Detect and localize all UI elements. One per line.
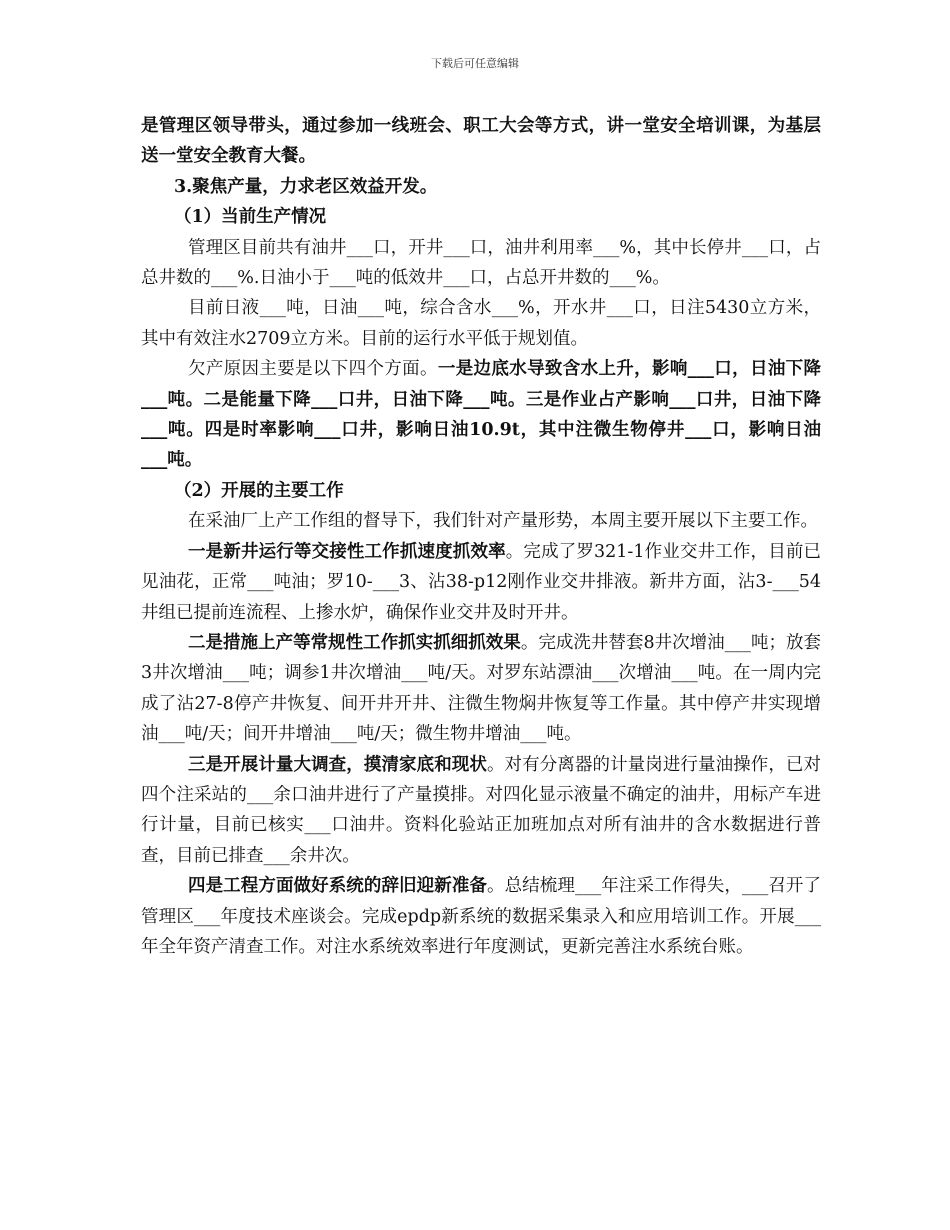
- subheading-current-production: （1）当前生产情况: [174, 207, 327, 228]
- shortfall-lead-text: 欠产原因主要是以下四个方面。: [188, 359, 438, 380]
- paragraph-supervision: 在采油厂上产工作组的督导下，我们针对产量形势，本周主要开展以下主要工作。: [188, 511, 818, 532]
- paragraph-metering-survey: [141, 750, 821, 872]
- paragraph-shortfall-reasons: [141, 354, 821, 476]
- measures-bold: 二是措施上产等常规性工作抓实抓细抓效果: [188, 632, 521, 653]
- engineering-bold: 四是工程方面做好系统的辞旧迎新准备: [188, 876, 487, 897]
- document-body: [141, 111, 821, 962]
- subheading-main-work: （2）开展的主要工作: [174, 480, 344, 501]
- paragraph-daily-output: 目前日液___吨，日油___吨，综合含水___%，开水井___口，日注5430立方米，其中有效注水2709立方米。目前的运行水平低于规划值。: [141, 298, 821, 349]
- metering-bold: 三是开展计量大调查，摸清家底和现状: [188, 754, 487, 775]
- page-header: 下载后可任意编辑: [431, 57, 519, 70]
- paragraph-well-count: 管理区目前共有油井___口，开井___口，油井利用率___%，其中长停井___口，占总井数的___%.日油小于___吨的低效井___口，占总开井数的___%。: [141, 237, 821, 289]
- engineering-text: 。总结梳理___年注采工作得失，___召开了管理区___年度技术座谈会。完成epdp新系统的数据采集录入和应用培训工作。开展___年全年资产清查工作。对注水系统效率进行年度测试，更新完善注水系统台账。: [141, 876, 821, 957]
- metering-text: 。对有分离器的计量岗进行量油操作，已对四个注采站的___余口油井进行了产量摸排。对四化显示液量不确定的油井，用标产车进行计量，目前已核实___口油井。资料化验站正加班加点对所有油井的含水数据进行普查，目前已排查___余井次。: [141, 754, 822, 866]
- paragraph-new-wells: [141, 537, 821, 628]
- section-heading-production: 3.聚焦产量，力求老区效益开发。: [174, 176, 438, 197]
- shortfall-bold-text: 一是边底水导致含水上升，影响___口，日油下降___吨。二是能量下降___口井，日油下降___吨。三是作业占产影响___口井，日油下降___吨。四是时率影响___口井，影响日油10.9t，其中注微生物停井___口，影响日油___吨。: [141, 359, 822, 471]
- paragraph-measures: [141, 628, 821, 750]
- new-wells-bold: 一是新井运行等交接性工作抓速度抓效率: [188, 541, 506, 562]
- new-wells-text: 。完成了罗321-1作业交井工作，目前已见油花，正常___吨油；罗10-___3、沾38-p12刚作业交井排液。新井方面，沾3-___54井组已提前连流程、上掺水炉，确保作业交井及时开井。: [141, 541, 822, 623]
- paragraph-engineering: [141, 871, 821, 962]
- measures-text: 。完成洗井替套8井次增油___吨；放套3井次增油___吨；调参1井次增油___吨/天。对罗东站漂油___次增油___吨。在一周内完成了沾27-8停产井恢复、间开井开井、注微生物焖井恢复等工作量。其中停产井实现增油___吨/天；间开井增油___吨/天；微生物井增油___吨。: [141, 632, 822, 745]
- paragraph-leadership: 是管理区领导带头，通过参加一线班会、职工大会等方式，讲一堂安全培训课，为基层送一堂安全教育大餐。: [141, 116, 821, 167]
